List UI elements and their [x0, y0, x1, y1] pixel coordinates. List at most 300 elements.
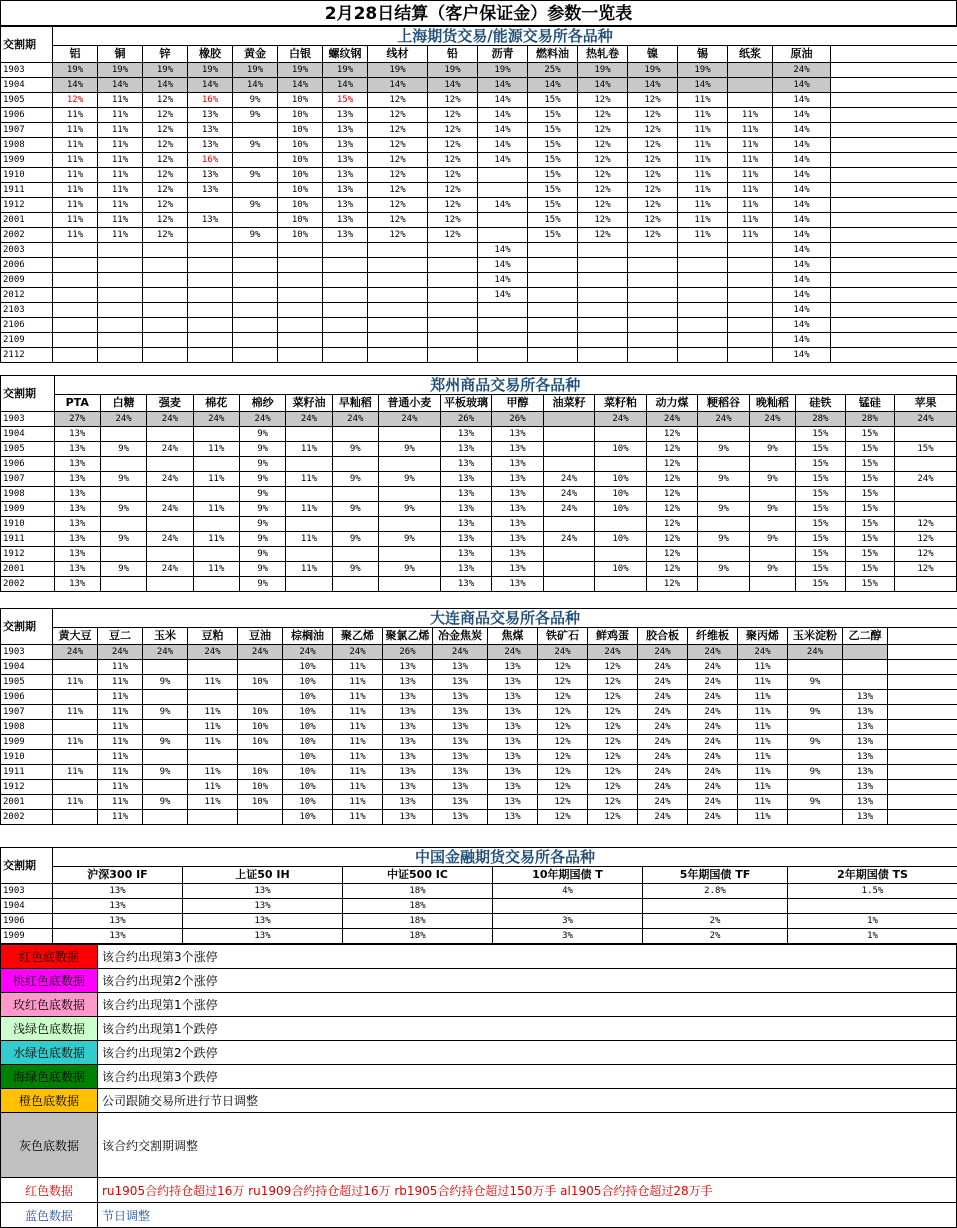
margin-cell: 12% — [646, 427, 698, 442]
margin-cell — [749, 577, 795, 592]
margin-cell: 10% — [278, 183, 323, 198]
margin-cell: 11% — [678, 228, 728, 243]
column-header: 鲜鸡蛋 — [588, 628, 638, 645]
margin-cell: 12% — [894, 517, 956, 532]
filler-cell — [888, 750, 957, 765]
section-title: 郑州商品交易所各品种 — [54, 376, 956, 395]
margin-cell — [188, 288, 233, 303]
margin-cell: 9% — [378, 532, 440, 547]
margin-cell: 24% — [738, 645, 788, 660]
column-header: 焦煤 — [488, 628, 538, 645]
margin-cell — [578, 333, 628, 348]
margin-cell: 11% — [286, 532, 332, 547]
margin-cell: 10% — [595, 487, 647, 502]
margin-cell: 9% — [239, 442, 285, 457]
margin-cell: 19% — [478, 63, 528, 78]
legend-row — [1, 993, 957, 1017]
margin-cell: 12% — [428, 138, 478, 153]
margin-cell: 9% — [100, 442, 146, 457]
table-row — [1, 750, 957, 765]
margin-cell: 15% — [796, 472, 845, 487]
filler-cell — [831, 213, 957, 228]
margin-cell: 11% — [53, 765, 98, 780]
margin-cell: 11% — [193, 532, 239, 547]
legend-row — [1, 945, 957, 969]
table-row — [1, 318, 957, 333]
margin-cell: 19% — [278, 63, 323, 78]
margin-cell: 11% — [53, 123, 98, 138]
margin-cell — [578, 348, 628, 363]
margin-cell — [478, 183, 528, 198]
filler-cell — [831, 63, 957, 78]
column-header: 原油 — [773, 46, 831, 63]
table-row — [1, 532, 957, 547]
margin-cell: 24% — [98, 645, 143, 660]
margin-cell: 13% — [54, 472, 100, 487]
legend-description: ru1905合约持仓超过16万 ru1909合约持仓超过16万 rb1905合约持仓超过150万手 al1905合约持仓超过28万手 — [98, 1178, 957, 1203]
margin-cell — [188, 273, 233, 288]
margin-cell: 12% — [588, 735, 638, 750]
margin-cell: 12% — [578, 168, 628, 183]
column-header: 沪深300 IF — [53, 867, 183, 884]
margin-cell: 11% — [188, 780, 238, 795]
margin-cell — [378, 577, 440, 592]
margin-cell — [188, 348, 233, 363]
margin-cell — [728, 243, 773, 258]
margin-cell: 14% — [773, 153, 831, 168]
margin-cell: 13% — [54, 562, 100, 577]
margin-cell — [286, 517, 332, 532]
margin-cell: 11% — [98, 720, 143, 735]
margin-cell: 13% — [492, 487, 544, 502]
margin-cell: 14% — [773, 198, 831, 213]
table-row — [1, 675, 957, 690]
margin-cell: 13% — [433, 810, 488, 825]
margin-cell — [528, 318, 578, 333]
margin-cell: 13% — [440, 502, 492, 517]
margin-cell — [788, 810, 843, 825]
margin-cell — [678, 258, 728, 273]
margin-cell: 12% — [143, 198, 188, 213]
margin-cell — [233, 288, 278, 303]
filler-cell — [888, 735, 957, 750]
margin-cell: 11% — [188, 675, 238, 690]
margin-cell — [368, 273, 428, 288]
period-cell: 1912 — [1, 547, 55, 562]
margin-cell — [788, 720, 843, 735]
margin-cell: 13% — [323, 213, 368, 228]
period-cell: 1907 — [1, 472, 55, 487]
margin-cell: 10% — [283, 810, 333, 825]
column-header: 镍 — [628, 46, 678, 63]
period-cell: 2012 — [1, 288, 53, 303]
margin-cell: 24% — [638, 795, 688, 810]
margin-cell: 11% — [53, 795, 98, 810]
margin-cell: 12% — [538, 705, 588, 720]
color-legend — [0, 944, 957, 1228]
margin-cell: 13% — [383, 720, 433, 735]
margin-cell: 13% — [323, 153, 368, 168]
margin-cell: 11% — [728, 198, 773, 213]
margin-cell: 10% — [278, 213, 323, 228]
period-cell: 2106 — [1, 318, 53, 333]
margin-cell: 13% — [492, 517, 544, 532]
margin-cell: 14% — [773, 333, 831, 348]
period-cell: 2002 — [1, 577, 55, 592]
margin-cell: 14% — [478, 273, 528, 288]
margin-cell — [143, 720, 188, 735]
margin-cell — [728, 63, 773, 78]
margin-cell: 13% — [492, 472, 544, 487]
margin-cell — [728, 78, 773, 93]
margin-cell: 9% — [749, 562, 795, 577]
margin-cell: 24% — [788, 645, 843, 660]
table-row — [1, 243, 957, 258]
period-cell: 1912 — [1, 780, 53, 795]
margin-cell — [286, 427, 332, 442]
margin-cell: 9% — [239, 517, 285, 532]
margin-cell — [788, 780, 843, 795]
column-header: 早籼稻 — [332, 395, 378, 412]
margin-cell — [543, 517, 595, 532]
margin-cell: 15% — [528, 228, 578, 243]
margin-cell: 10% — [283, 735, 333, 750]
margin-cell: 13% — [54, 427, 100, 442]
column-header: 冶金焦炭 — [433, 628, 488, 645]
margin-cell: 12% — [646, 532, 698, 547]
table-row — [1, 228, 957, 243]
margin-cell — [188, 198, 233, 213]
margin-cell: 11% — [98, 138, 143, 153]
margin-cell: 14% — [478, 153, 528, 168]
margin-cell: 14% — [478, 198, 528, 213]
margin-cell: 12% — [538, 735, 588, 750]
table-row — [1, 502, 957, 517]
margin-cell — [368, 318, 428, 333]
margin-cell: 11% — [738, 705, 788, 720]
margin-cell — [143, 273, 188, 288]
margin-cell: 12% — [143, 183, 188, 198]
margin-cell: 13% — [843, 780, 888, 795]
margin-cell: 24% — [332, 412, 378, 427]
margin-cell: 9% — [239, 427, 285, 442]
legend-description: 该合约交割期调整 — [98, 1113, 957, 1178]
legend-swatch: 浅绿色底数据 — [1, 1017, 98, 1041]
margin-cell: 11% — [738, 675, 788, 690]
margin-cell: 12% — [628, 108, 678, 123]
column-header: 胶合板 — [638, 628, 688, 645]
margin-cell: 11% — [193, 502, 239, 517]
filler-cell — [831, 318, 957, 333]
margin-cell: 11% — [98, 690, 143, 705]
margin-cell: 13% — [183, 929, 343, 944]
margin-cell: 2% — [643, 929, 788, 944]
margin-cell: 12% — [428, 198, 478, 213]
margin-cell: 24% — [543, 472, 595, 487]
margin-cell: 12% — [588, 765, 638, 780]
margin-cell: 24% — [688, 660, 738, 675]
period-cell: 1905 — [1, 93, 53, 108]
column-header: 铅 — [428, 46, 478, 63]
margin-cell: 11% — [678, 213, 728, 228]
margin-cell: 14% — [368, 78, 428, 93]
margin-cell: 12% — [368, 138, 428, 153]
margin-cell: 12% — [578, 198, 628, 213]
margin-cell — [323, 303, 368, 318]
margin-cell: 11% — [333, 690, 383, 705]
margin-cell: 11% — [333, 660, 383, 675]
margin-cell: 11% — [333, 750, 383, 765]
margin-cell: 13% — [323, 183, 368, 198]
margin-cell: 13% — [440, 487, 492, 502]
filler-cell — [888, 810, 957, 825]
margin-cell: 9% — [233, 228, 278, 243]
margin-cell: 10% — [283, 690, 333, 705]
margin-cell: 12% — [428, 153, 478, 168]
margin-cell — [628, 333, 678, 348]
margin-cell: 9% — [239, 487, 285, 502]
margin-cell: 11% — [98, 795, 143, 810]
margin-cell — [188, 318, 233, 333]
margin-cell — [332, 547, 378, 562]
margin-cell — [478, 228, 528, 243]
margin-cell: 11% — [53, 168, 98, 183]
margin-cell: 11% — [53, 705, 98, 720]
margin-cell: 24% — [147, 532, 193, 547]
margin-cell: 13% — [383, 810, 433, 825]
margin-cell: 12% — [578, 213, 628, 228]
filler-cell — [831, 183, 957, 198]
column-header: 动力煤 — [646, 395, 698, 412]
legend-description: 该合约出现第2个涨停 — [98, 969, 957, 993]
margin-cell: 13% — [492, 577, 544, 592]
margin-cell: 24% — [688, 750, 738, 765]
margin-cell — [678, 333, 728, 348]
margin-cell — [728, 93, 773, 108]
margin-cell: 9% — [788, 735, 843, 750]
margin-cell: 13% — [492, 427, 544, 442]
margin-cell: 14% — [773, 168, 831, 183]
margin-cell: 3% — [493, 914, 643, 929]
margin-cell: 10% — [595, 472, 647, 487]
margin-cell: 15% — [796, 577, 845, 592]
margin-cell: 9% — [749, 472, 795, 487]
table-row — [1, 690, 957, 705]
margin-cell: 12% — [894, 562, 956, 577]
margin-cell — [628, 318, 678, 333]
margin-cell: 13% — [188, 123, 233, 138]
margin-cell: 11% — [188, 735, 238, 750]
margin-cell: 15% — [528, 93, 578, 108]
column-header: 玉米淀粉 — [788, 628, 843, 645]
margin-cell: 13% — [383, 735, 433, 750]
margin-cell: 28% — [796, 412, 845, 427]
margin-cell — [528, 288, 578, 303]
margin-cell: 10% — [238, 795, 283, 810]
margin-cell: 24% — [538, 645, 588, 660]
legend-swatch: 桃红色底数据 — [1, 969, 98, 993]
margin-cell — [543, 412, 595, 427]
margin-cell: 24% — [595, 412, 647, 427]
column-header: 锰硅 — [845, 395, 894, 412]
period-cell: 2109 — [1, 333, 53, 348]
margin-cell — [628, 348, 678, 363]
margin-cell — [578, 288, 628, 303]
margin-cell — [749, 457, 795, 472]
table-row — [1, 457, 957, 472]
margin-cell — [147, 487, 193, 502]
margin-cell — [53, 273, 98, 288]
margin-cell: 9% — [332, 562, 378, 577]
margin-cell — [894, 577, 956, 592]
period-cell: 1909 — [1, 735, 53, 750]
margin-cell: 10% — [238, 705, 283, 720]
margin-cell: 12% — [588, 810, 638, 825]
column-header: 中证500 IC — [343, 867, 493, 884]
margin-cell: 10% — [278, 93, 323, 108]
margin-cell: 11% — [98, 168, 143, 183]
legend-description: 该合约出现第3个涨停 — [98, 945, 957, 969]
margin-cell — [278, 348, 323, 363]
margin-cell: 10% — [283, 780, 333, 795]
margin-cell — [678, 303, 728, 318]
margin-cell: 13% — [54, 532, 100, 547]
filler-cell — [888, 628, 957, 645]
margin-cell: 11% — [98, 228, 143, 243]
margin-cell: 10% — [283, 675, 333, 690]
margin-cell: 9% — [749, 442, 795, 457]
margin-cell — [698, 457, 750, 472]
margin-cell: 14% — [678, 78, 728, 93]
margin-cell: 13% — [433, 660, 488, 675]
margin-cell: 12% — [428, 93, 478, 108]
section-title: 大连商品交易所各品种 — [53, 609, 957, 628]
margin-cell: 13% — [492, 442, 544, 457]
period-cell: 1904 — [1, 899, 53, 914]
margin-cell: 13% — [440, 442, 492, 457]
column-header: 棉纱 — [239, 395, 285, 412]
margin-cell: 12% — [646, 547, 698, 562]
margin-cell — [728, 348, 773, 363]
period-cell: 2001 — [1, 795, 53, 810]
margin-cell — [147, 427, 193, 442]
margin-cell: 15% — [528, 108, 578, 123]
table-row — [1, 705, 957, 720]
margin-cell: 14% — [98, 78, 143, 93]
margin-cell: 11% — [678, 183, 728, 198]
table-row — [1, 547, 957, 562]
margin-cell: 26% — [492, 412, 544, 427]
margin-cell: 13% — [188, 213, 233, 228]
margin-cell: 24% — [283, 645, 333, 660]
filler-cell — [888, 660, 957, 675]
margin-cell: 24% — [147, 412, 193, 427]
period-cell: 2002 — [1, 228, 53, 243]
margin-cell — [278, 258, 323, 273]
margin-cell: 13% — [383, 750, 433, 765]
margin-cell: 14% — [323, 78, 368, 93]
margin-cell: 24% — [543, 532, 595, 547]
margin-cell: 11% — [333, 705, 383, 720]
period-cell: 1909 — [1, 502, 55, 517]
margin-cell: 13% — [843, 750, 888, 765]
margin-cell: 13% — [183, 899, 343, 914]
margin-cell — [143, 780, 188, 795]
period-cell: 1912 — [1, 198, 53, 213]
margin-cell: 13% — [488, 735, 538, 750]
margin-cell — [749, 517, 795, 532]
margin-cell — [100, 517, 146, 532]
margin-cell — [53, 258, 98, 273]
legend-row — [1, 1041, 957, 1065]
margin-cell: 24% — [894, 472, 956, 487]
margin-cell: 13% — [440, 577, 492, 592]
margin-cell: 11% — [98, 810, 143, 825]
margin-cell: 24% — [433, 645, 488, 660]
margin-cell — [478, 168, 528, 183]
margin-cell: 11% — [188, 720, 238, 735]
margin-cell: 12% — [428, 213, 478, 228]
margin-cell: 9% — [332, 472, 378, 487]
table-row — [1, 168, 957, 183]
margin-cell: 13% — [843, 705, 888, 720]
legend-swatch: 灰色底数据 — [1, 1113, 98, 1178]
margin-cell: 13% — [488, 750, 538, 765]
margin-cell: 15% — [528, 183, 578, 198]
margin-cell: 12% — [368, 168, 428, 183]
margin-cell — [578, 318, 628, 333]
margin-cell — [98, 318, 143, 333]
period-header: 交割期 — [1, 848, 53, 884]
margin-cell: 9% — [239, 502, 285, 517]
legend-row — [1, 1113, 957, 1178]
legend-description: 公司跟随交易所进行节日调整 — [98, 1089, 957, 1113]
period-cell: 2001 — [1, 562, 55, 577]
margin-cell: 24% — [688, 780, 738, 795]
margin-cell — [188, 810, 238, 825]
margin-cell: 12% — [143, 138, 188, 153]
margin-cell — [678, 318, 728, 333]
margin-cell: 11% — [728, 183, 773, 198]
margin-cell: 11% — [98, 705, 143, 720]
margin-cell — [233, 243, 278, 258]
margin-cell: 19% — [678, 63, 728, 78]
column-header: 白糖 — [100, 395, 146, 412]
filler-cell — [831, 198, 957, 213]
margin-cell — [143, 243, 188, 258]
margin-cell — [98, 288, 143, 303]
period-cell: 2001 — [1, 213, 53, 228]
margin-cell: 9% — [239, 532, 285, 547]
margin-cell: 15% — [845, 577, 894, 592]
margin-cell: 3% — [493, 929, 643, 944]
margin-cell — [53, 810, 98, 825]
margin-cell: 9% — [143, 795, 188, 810]
margin-cell — [428, 288, 478, 303]
table-row — [1, 63, 957, 78]
margin-cell: 14% — [478, 108, 528, 123]
legend-row — [1, 1089, 957, 1113]
margin-cell: 24% — [638, 660, 688, 675]
margin-cell: 10% — [283, 720, 333, 735]
margin-cell: 11% — [333, 720, 383, 735]
margin-cell: 9% — [332, 442, 378, 457]
margin-cell: 15% — [894, 442, 956, 457]
margin-cell: 15% — [845, 457, 894, 472]
margin-cell: 24% — [638, 750, 688, 765]
period-header: 交割期 — [1, 27, 53, 63]
margin-cell: 11% — [98, 93, 143, 108]
